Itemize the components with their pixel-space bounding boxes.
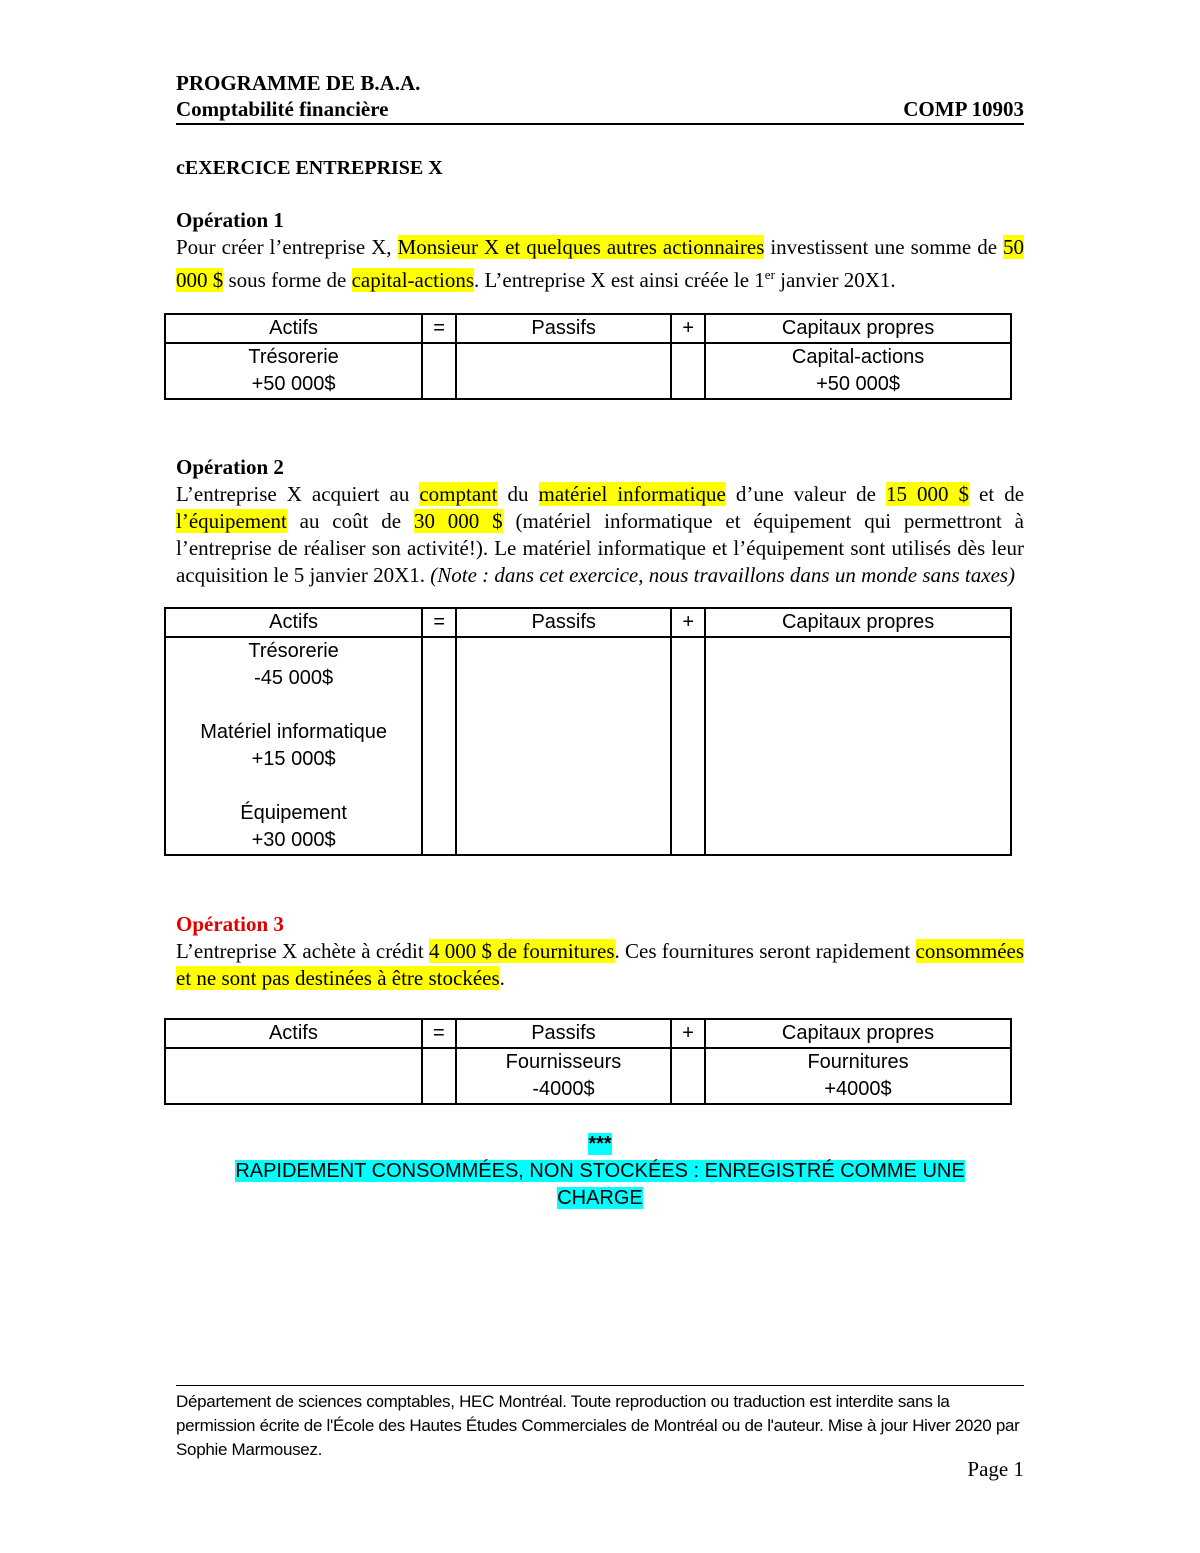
header-capitaux: Capitaux propres — [705, 608, 1011, 637]
cell-equals — [422, 637, 456, 855]
entry-amount: +30 000$ — [251, 829, 336, 851]
program-title: PROGRAMME DE B.A.A. — [176, 71, 421, 95]
operation-2 — [176, 454, 1024, 856]
header-passifs: Passifs — [456, 314, 671, 343]
exercise-title: cEXERCICE ENTREPRISE X — [176, 157, 443, 179]
entry-account: Fournisseurs — [505, 1051, 622, 1073]
entry-amount: +50 000$ — [816, 373, 901, 395]
operation-text — [176, 481, 1024, 589]
entry-account: Trésorerie — [248, 640, 339, 662]
footer-text: Département de sciences comptables, HEC Montréal. Toute reproduction ou traduction est interdite sans la permission écrite de l'École des Hautes Études Commerciales de Montréal ou de l'auteur. Mise à jour Hiver 2020 par Sophie Marmousez. — [176, 1385, 1024, 1462]
highlighted-text: consommées et ne sont pas destinées à être stockées — [176, 939, 1025, 990]
text-part: . Ces fournitures seront rapidement — [614, 939, 916, 963]
entry-amount: -45 000$ — [254, 667, 334, 689]
cell-equals — [422, 343, 456, 399]
cell-passifs — [456, 343, 671, 399]
entry-amount: -4000$ — [532, 1078, 595, 1100]
highlighted-text: Monsieur X et quelques autres actionnaires — [397, 235, 765, 259]
note-text: (Note : dans cet exercice, nous travaillons dans un monde sans taxes) — [430, 563, 1016, 587]
cell-capitaux — [705, 637, 1011, 855]
cell-capitaux — [705, 343, 1011, 399]
operation-text — [176, 234, 1024, 294]
text-part: (matériel informatique et équipement qui permettront à l’entreprise de réaliser son activité!). Le matériel informatique et l’équipement sont utilisés dès leur acquisition le 5 janvier 20X1. — [176, 509, 1025, 587]
text-part: L’entreprise X achète à crédit — [176, 939, 429, 963]
text-part: et de — [969, 482, 1025, 506]
cell-passifs — [456, 637, 671, 855]
answer-block — [176, 1131, 1024, 1212]
highlighted-text: l’équipement — [176, 509, 287, 533]
header-equals: = — [422, 314, 456, 343]
highlighted-text: 4 000 $ de fournitures — [428, 939, 615, 963]
ledger-table — [164, 607, 1012, 856]
spacer — [166, 773, 421, 800]
text-part: investissent une somme de — [764, 235, 1004, 259]
cell-plus — [671, 637, 705, 855]
ledger-table — [164, 1018, 1012, 1105]
header-passifs: Passifs — [456, 608, 671, 637]
text-part: Pour créer l’entreprise X, — [176, 235, 398, 259]
text-part: sous forme de — [223, 268, 352, 292]
header-plus: + — [671, 314, 705, 343]
operation-heading: Opération 2 — [176, 455, 284, 479]
text-part: L’entreprise X acquiert au — [176, 482, 420, 506]
highlighted-text: matériel informatique — [538, 482, 726, 506]
header-actifs: Actifs — [165, 1019, 422, 1048]
text-part: janvier 20X1. — [774, 268, 896, 292]
header-capitaux: Capitaux propres — [705, 314, 1011, 343]
table-header-row — [165, 1019, 1011, 1048]
cell-equals — [422, 1048, 456, 1104]
entry-amount: +15 000$ — [251, 748, 336, 770]
highlighted-text: capital-actions — [351, 268, 475, 292]
entry-account: Fournitures — [807, 1051, 909, 1073]
header-plus: + — [671, 1019, 705, 1048]
table-row — [165, 343, 1011, 399]
operation-heading: Opération 3 — [176, 912, 284, 936]
cell-actifs — [165, 1048, 422, 1104]
operation-text — [176, 938, 1024, 992]
header-actifs: Actifs — [165, 608, 422, 637]
cell-passifs — [456, 1048, 671, 1104]
operation-heading: Opération 1 — [176, 208, 284, 232]
course-header — [176, 96, 1024, 125]
text-part: d’une valeur de — [725, 482, 886, 506]
ledger-table — [164, 313, 1012, 400]
header-equals: = — [422, 608, 456, 637]
document-page — [176, 70, 1024, 1212]
highlighted-text: 15 000 $ — [885, 482, 970, 506]
text-part: . — [499, 966, 505, 990]
cell-plus — [671, 343, 705, 399]
table-row — [165, 1048, 1011, 1104]
answer-line: CHARGE — [557, 1187, 643, 1209]
page-number: Page 1 — [967, 1457, 1024, 1481]
header-passifs: Passifs — [456, 1019, 671, 1048]
text-part: du — [497, 482, 539, 506]
entry-account: Capital-actions — [791, 346, 925, 368]
table-row — [165, 637, 1011, 855]
table-header-row — [165, 314, 1011, 343]
cell-actifs — [165, 637, 422, 855]
course-name: Comptabilité financière — [176, 97, 389, 121]
header-plus: + — [671, 608, 705, 637]
header-equals: = — [422, 1019, 456, 1048]
course-code: COMP 10903 — [903, 97, 1024, 121]
header-capitaux: Capitaux propres — [705, 1019, 1011, 1048]
table-header-row — [165, 608, 1011, 637]
entry-account: Trésorerie — [248, 346, 339, 368]
text-part: . L’entreprise X est ainsi créée le 1 — [474, 268, 765, 292]
cell-capitaux — [705, 1048, 1011, 1104]
highlighted-text: comptant — [419, 482, 498, 506]
entry-account: Équipement — [240, 802, 347, 824]
cell-plus — [671, 1048, 705, 1104]
operation-3 — [176, 911, 1024, 1105]
highlighted-text: 30 000 $ — [413, 509, 503, 533]
answer-line: RAPIDEMENT CONSOMMÉES, NON STOCKÉES : ENREGISTRÉ COMME UNE — [235, 1160, 965, 1182]
highlighted-text: 50 000 $ — [176, 235, 1025, 292]
cell-actifs — [165, 343, 422, 399]
operation-1 — [176, 207, 1024, 400]
spacer — [166, 692, 421, 719]
entry-account: Matériel informatique — [200, 721, 387, 743]
header-actifs: Actifs — [165, 314, 422, 343]
entry-amount: +4000$ — [824, 1078, 892, 1100]
text-part: au coût de — [286, 509, 414, 533]
superscript: er — [764, 267, 775, 282]
entry-amount: +50 000$ — [251, 373, 336, 395]
answer-stars: *** — [588, 1133, 612, 1155]
